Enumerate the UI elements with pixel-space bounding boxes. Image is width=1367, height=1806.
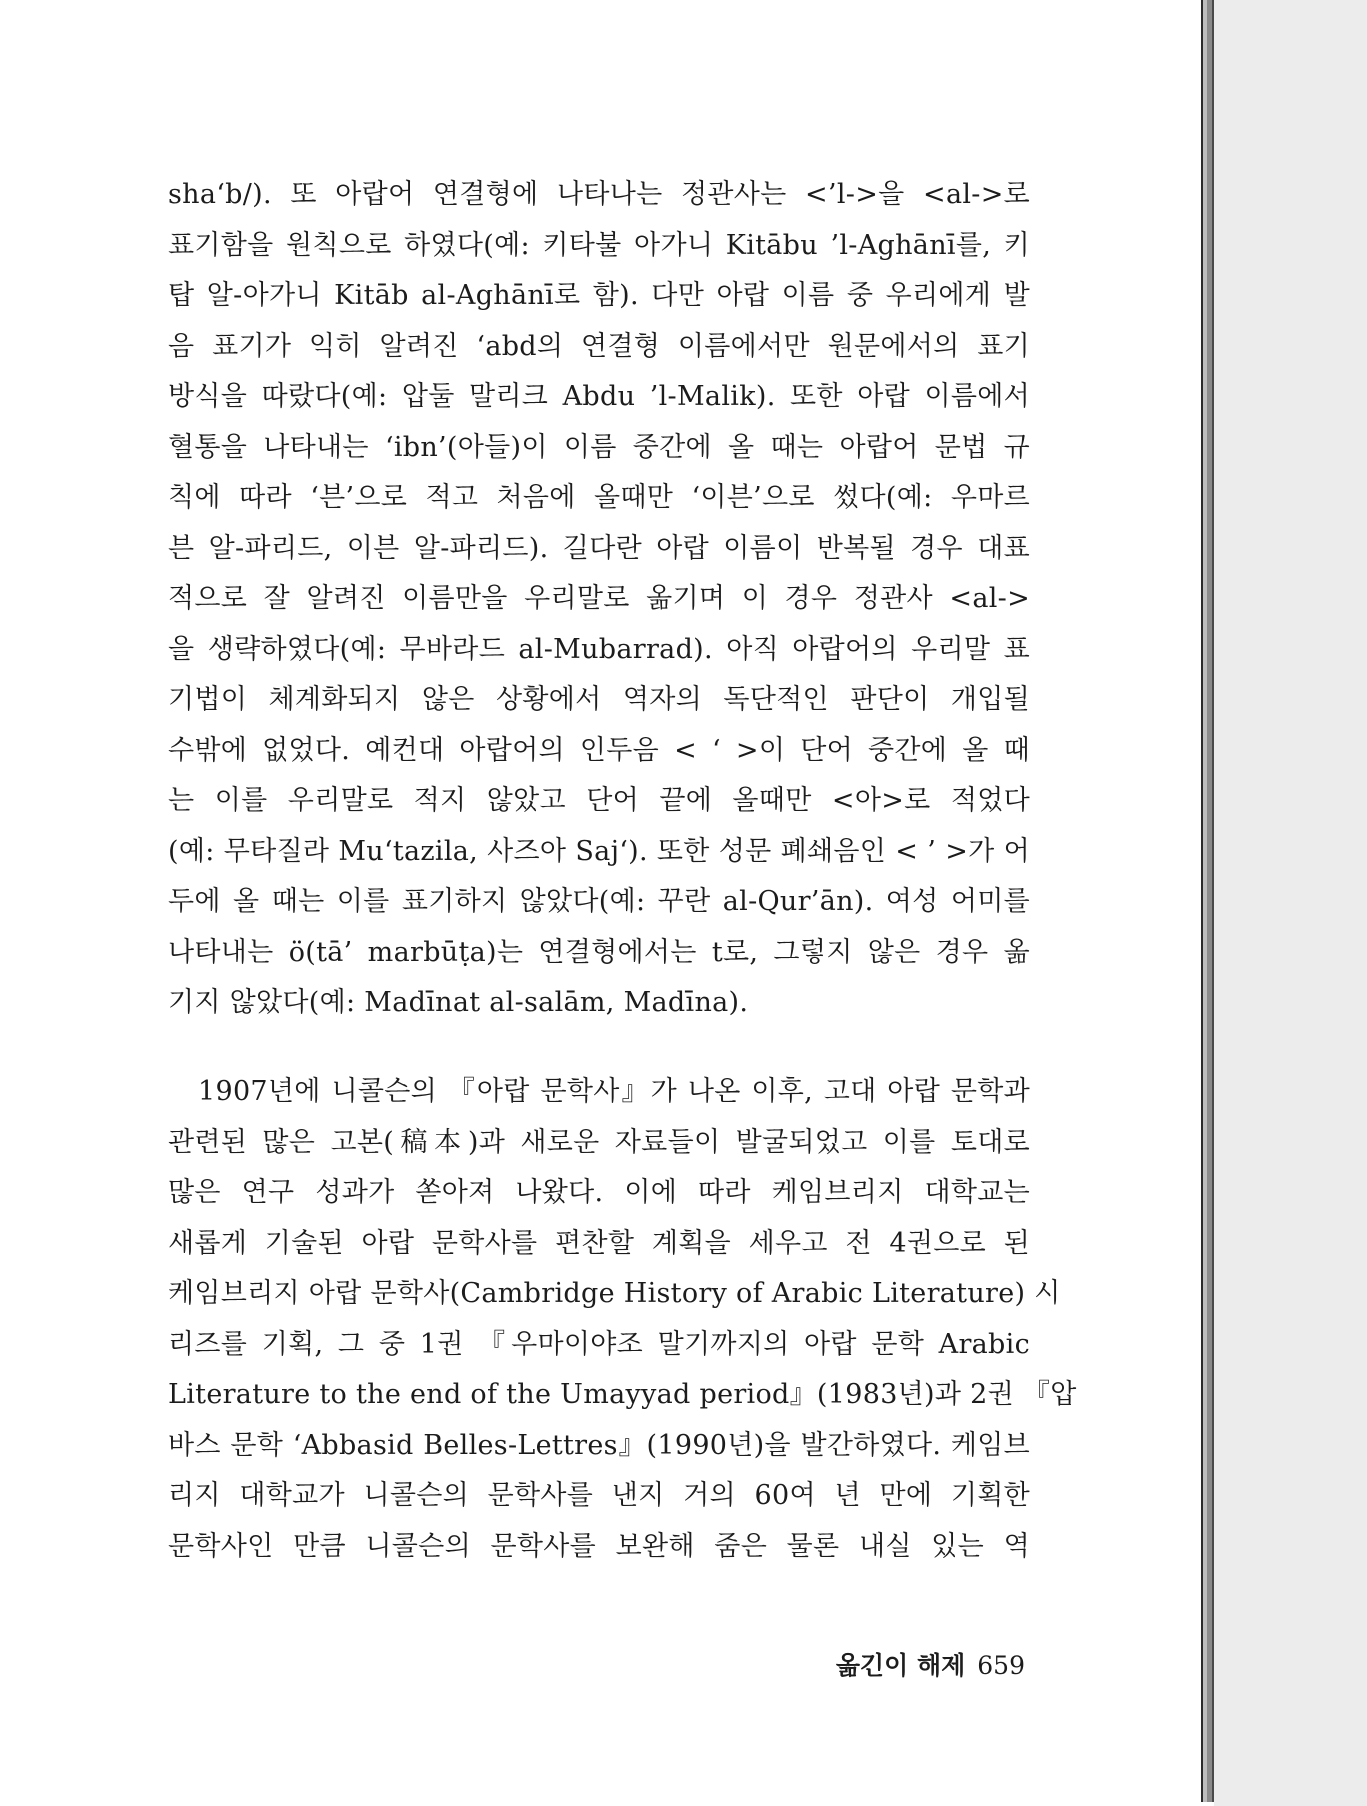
text-line: 표기함을 원칙으로 하였다(예: 키타불 아가니 Kitābu ’l-Aghānī를, 키 <box>168 229 1030 261</box>
text-line: 관련된 많은 고본(稿本)과 새로운 자료들이 발굴되었고 이를 토대로 <box>168 1126 1030 1158</box>
text-line: 1907년에 니콜슨의 『아랍 문학사』가 나온 이후, 고대 아랍 문학과 <box>198 1076 1030 1107</box>
text-line: 는 이를 우리말로 적지 않았고 단어 끝에 올때만 <아>로 적었다 <box>168 785 1030 816</box>
text-line: 적으로 잘 알려진 이름만을 우리말로 옮기며 이 경우 정관사 <al-> <box>168 583 1030 614</box>
text-line: 기지 않았다(예: Madīnat al-salām, Madīna). <box>168 987 749 1018</box>
text-line: 혈통을 나타내는 ‘ibn’(아들)이 이름 중간에 올 때는 아랍어 문법 규 <box>168 431 1030 463</box>
text-line: 븐 알-파리드, 이븐 알-파리드). 길다란 아랍 이름이 반복될 경우 대표 <box>168 532 1030 564</box>
text-line: sha‘b/). 또 아랍어 연결형에 나타나는 정관사는 <’l->을 <al->로 <box>168 179 1030 210</box>
paragraph-transliteration-notes <box>168 170 1030 1029</box>
text-line: 케임브리지 아랍 문학사(Cambridge History of Arabic Literature) 시 <box>168 1278 1061 1309</box>
text-line: 두에 올 때는 이를 표기하지 않았다(예: 꾸란 al-Qur’ān). 여성 어미를 <box>168 886 1030 917</box>
text-line: 방식을 따랐다(예: 압둘 말리크 Abdu ’l-Malik). 또한 아랍 이름에서 <box>168 381 1030 412</box>
paragraph-cambridge-history <box>168 1067 1077 1572</box>
text-line: 리지 대학교가 니콜슨의 문학사를 낸지 거의 60여 년 만에 기획한 <box>168 1480 1030 1511</box>
text-line: 나타내는 ö(tā’ marbūṭa)는 연결형에서는 t로, 그렇지 않은 경우 옮 <box>168 936 1030 968</box>
text-line: 기법이 체계화되지 않은 상황에서 역자의 독단적인 판단이 개입될 <box>168 684 1030 715</box>
text-line: 리즈를 기획, 그 중 1권 『우마이야조 말기까지의 아랍 문학 Arabic <box>168 1328 1030 1360</box>
background-margin <box>1214 0 1367 1806</box>
text-line: 탑 알-아가니 Kitāb al-Aghānī로 함). 다만 아랍 이름 중 우리에게 발 <box>168 280 1030 311</box>
text-line: 음 표기가 익히 알려진 ‘abd의 연결형 이름에서만 원문에서의 표기 <box>168 330 1030 362</box>
running-footer <box>836 1646 1025 1682</box>
text-line: 새롭게 기술된 아랍 문학사를 편찬할 계획을 세우고 전 4권으로 된 <box>168 1227 1030 1259</box>
page-number: 659 <box>977 1651 1025 1680</box>
text-line: 바스 문학 ‘Abbasid Belles-Lettres』(1990년)을 발간하였다. 케임브 <box>168 1429 1030 1461</box>
text-line: 수밖에 없었다. 예컨대 아랍어의 인두음 < ‘ >이 단어 중간에 올 때 <box>168 734 1030 766</box>
text-line: Literature to the end of the Umayyad period』(1983년)과 2권 『압 <box>168 1379 1077 1410</box>
text-line: 문학사인 만큼 니콜슨의 문학사를 보완해 줌은 물론 내실 있는 역 <box>168 1530 1030 1562</box>
section-title: 옮긴이 해제 <box>835 1651 966 1680</box>
text-line: (예: 무타질라 Mu‘tazila, 사즈아 Saj‘). 또한 성문 폐쇄음인 < ’ >가 어 <box>168 835 1030 867</box>
text-line: 을 생략하였다(예: 무바라드 al-Mubarrad). 아직 아랍어의 우리말 표 <box>168 633 1030 665</box>
text-line: 칙에 따라 ‘븐’으로 적고 처음에 올때만 ‘이븐’으로 썼다(예: 우마르 <box>168 482 1030 513</box>
text-line: 많은 연구 성과가 쏟아져 나왔다. 이에 따라 케임브리지 대학교는 <box>168 1177 1030 1208</box>
